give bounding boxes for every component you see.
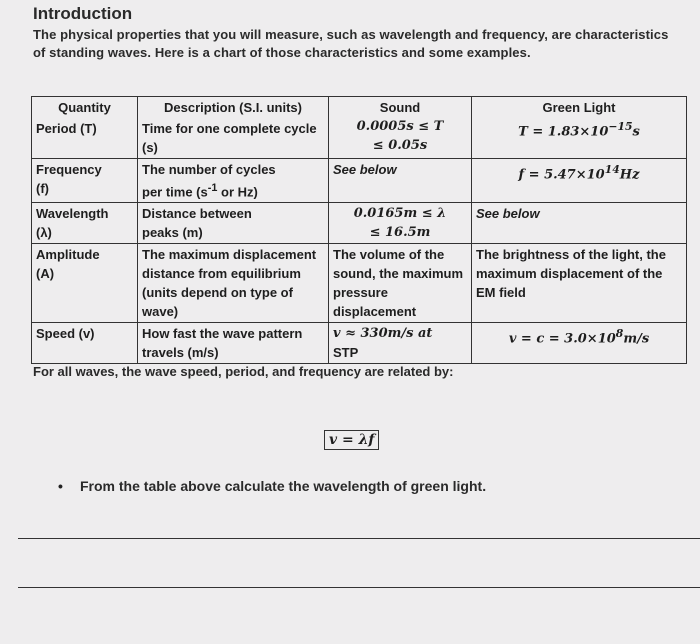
frequency-quantity — [32, 159, 138, 203]
bullet-point: • — [58, 478, 63, 494]
frequency-desc-post: or Hz) — [217, 184, 258, 200]
amplitude-description: The maximum displacement distance from equilibrium (units depend on type of wave) — [138, 244, 329, 323]
amplitude-quantity-line1: Amplitude — [36, 247, 100, 263]
frequency-description-line2 — [142, 179, 324, 201]
frequency-light-exponent: 14 — [604, 163, 620, 176]
frequency-sound: See below — [329, 159, 472, 203]
frequency-description — [138, 159, 329, 203]
question-text: From the table above calculate the wavelength of green light. — [80, 478, 487, 494]
table-row-frequency — [32, 159, 687, 203]
wavelength-sound — [329, 203, 472, 244]
frequency-desc-sup: -1 — [207, 182, 218, 194]
table-row-amplitude — [32, 244, 687, 323]
frequency-description-line1: The number of cycles — [142, 162, 276, 177]
period-sound-line1: 0.0005s ≤ T — [356, 119, 444, 134]
wave-characteristics-table — [31, 96, 687, 364]
answer-line-1[interactable] — [18, 538, 700, 539]
frequency-quantity-line2: (f) — [36, 181, 49, 196]
frequency-light-mantissa: f = 5.47×10 — [518, 167, 605, 183]
frequency-desc-pre: per time (s — [142, 184, 208, 200]
table-row-speed — [32, 323, 687, 364]
period-light-exponent: −15 — [608, 120, 633, 133]
speed-sound-line1: v ≈ 330m/s at — [333, 326, 433, 342]
table-row-wavelength — [32, 203, 687, 244]
period-sound-cell — [329, 97, 472, 159]
header-green-light: Green Light — [542, 100, 616, 115]
amplitude-sound: The volume of the sound, the maximum pressure displacement — [329, 244, 472, 323]
answer-line-2[interactable] — [18, 587, 700, 588]
wavelength-quantity — [32, 203, 138, 244]
speed-light-unit: m/s — [623, 331, 650, 347]
wavelength-sound-line1: 0.0165m ≤ λ — [353, 206, 447, 222]
period-description: Time for one complete cycle (s) — [138, 118, 329, 159]
speed-light — [472, 323, 687, 364]
amplitude-light: The brightness of the light, the maximum displacement of the EM field — [472, 244, 687, 323]
amplitude-quantity — [32, 244, 138, 323]
frequency-light-unit: Hz — [619, 167, 640, 183]
wavelength-description — [138, 203, 329, 244]
section-heading: Introduction — [33, 4, 133, 23]
period-sound-line2: ≤ 0.05s — [372, 138, 428, 153]
period-light-value — [476, 117, 682, 141]
wavelength-description-line1: Distance between — [142, 206, 252, 222]
period-light-unit: s — [632, 124, 640, 140]
header-sound: Sound — [379, 100, 421, 115]
period-light-mantissa: T = 1.83×10 — [518, 124, 609, 140]
amplitude-quantity-line2: (A) — [36, 266, 55, 282]
frequency-light — [472, 159, 687, 203]
wavelength-sound-line2: ≤ 16.5m — [369, 225, 431, 241]
wavelength-quantity-line1: Wavelength — [36, 206, 109, 222]
table-header-row — [32, 97, 687, 119]
header-quantity: Quantity — [32, 97, 138, 119]
speed-sound — [329, 323, 472, 364]
intro-paragraph: The physical properties that you will measure, such as wavelength and frequency, are characteristics of standing waves. Here is a chart of those characteristics and some examples. — [33, 27, 669, 60]
speed-quantity: Speed (v) — [32, 323, 138, 364]
wavelength-description-line2: peaks (m) — [142, 225, 203, 241]
speed-description: How fast the wave pattern travels (m/s) — [138, 323, 329, 364]
wave-equation-box: v = λf — [324, 430, 379, 450]
relation-text: For all waves, the wave speed, period, and frequency are related by: — [33, 364, 454, 379]
header-description: Description (S.I. units) — [138, 97, 329, 119]
speed-light-mantissa: v = c = 3.0×10 — [508, 331, 616, 347]
speed-sound-line2: STP — [333, 345, 359, 361]
period-light-cell — [472, 97, 687, 159]
speed-light-exponent: 8 — [615, 327, 624, 341]
frequency-quantity-line1: Frequency — [36, 162, 102, 177]
wavelength-light: See below — [472, 203, 687, 244]
period-quantity: Period (T) — [32, 118, 138, 159]
wavelength-quantity-line2: (λ) — [36, 225, 52, 241]
